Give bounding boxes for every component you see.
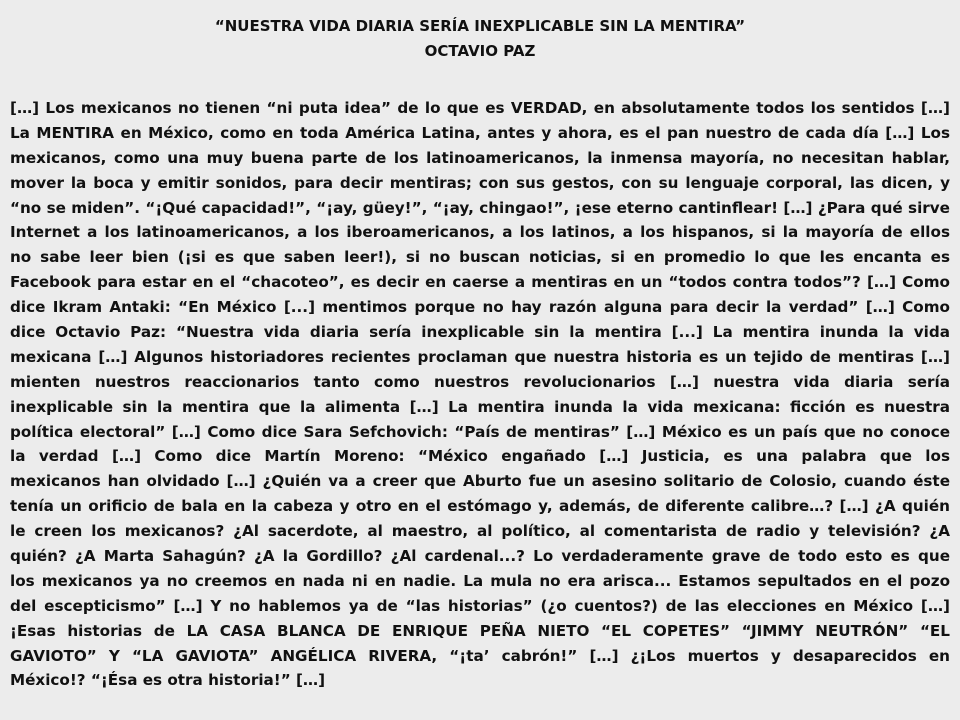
text-line: del escepticismo” […] Y no hablemos ya de “las historias” (¿o cuentos?) de las elecciones en México […] (10, 596, 950, 615)
text-line: “no se miden”. “¡Qué capacidad!”, “¡ay, güey!”, “¡ay, chingao!”, ¡ese eterno cantinflear! […] ¿Para qué sirve (10, 198, 950, 217)
text-line: no sabe leer bien (¡si es que saben leer!), si no buscan noticias, si en promedio lo que les encanta es (10, 248, 950, 267)
text-line: quién? ¿A Marta Sahagún? ¿A la Gordillo? ¿Al cardenal...? Lo verdaderamente grave de todo esto es que (10, 547, 950, 566)
text-line-last: México!? “¡Ésa es otra historia!” […] (10, 671, 326, 690)
page-author: OCTAVIO PAZ (424, 42, 536, 60)
text-line: los mexicanos ya no creemos en nada ni en nadie. La mula no era arisca... Estamos sepultados en el pozo (10, 571, 950, 590)
text-line: le creen los mexicanos? ¿Al sacerdote, al maestro, al político, al comentarista de radio y televisión? ¿A (10, 522, 950, 541)
text-line: mienten nuestros reaccionarios tanto como nuestros revolucionarios […] nuestra vida diaria sería (10, 372, 950, 391)
text-line: Facebook para estar en el “chacoteo”, es decir en caerse a mentiras en un “todos contra todos”? […] Como (10, 273, 950, 292)
text-line: tenía un orificio de bala en la cabeza y otro en el estómago y, además, de diferente calibre…? […] ¿A quién (10, 497, 950, 516)
text-line: GAVIOTO” Y “LA GAVIOTA” ANGÉLICA RIVERA, “¡ta’ cabrón!” […] ¿¡Los muertos y desaparecidos en (10, 646, 950, 665)
text-line: mexicanos, como una muy buena parte de los latinoamericanos, la inmensa mayoría, no necesitan hablar, (10, 148, 950, 167)
text-line: inexplicable sin la mentira que la alimenta […] La mentira inunda la vida mexicana: ficción es nuestra (10, 397, 950, 416)
text-line: […] Los mexicanos no tienen “ni puta idea” de lo que es VERDAD, en absolutamente todos los sentidos […] (10, 99, 950, 117)
text-line: mover la boca y emitir sonidos, para decir mentiras; con sus gestos, con su lenguaje corporal, las dicen, y (10, 173, 950, 192)
text-line: la verdad […] Como dice Martín Moreno: “México engañado […] Justicia, es una palabra que los (10, 447, 950, 466)
text-line: dice Ikram Antaki: “En México [...] mentimos porque no hay razón alguna para decir la verdad” […] Como (10, 298, 950, 317)
text-line: mexicana […] Algunos historiadores recientes proclaman que nuestra historia es un tejido de mentiras […] (10, 347, 950, 366)
text-line: mexicanos han olvidado […] ¿Quién va a creer que Aburto fue un asesino solitario de Colosio, cuando éste (10, 472, 950, 491)
body-paragraph (10, 96, 950, 693)
text-line: La MENTIRA en México, como en toda América Latina, antes y ahora, es el pan nuestro de cada día […] Los (10, 123, 950, 142)
text-line: ¡Esas historias de LA CASA BLANCA DE ENRIQUE PEÑA NIETO “EL COPETES” “JIMMY NEUTRÓN” “EL (10, 621, 950, 640)
text-line: Internet a los latinoamericanos, a los iberoamericanos, a los latinos, a los hispanos, si la mayoría de ellos (10, 223, 950, 242)
text-line: política electoral” […] Como dice Sara Sefchovich: “País de mentiras” […] México es un país que no conoce (10, 422, 950, 441)
page-title: “NUESTRA VIDA DIARIA SERÍA INEXPLICABLE SIN LA MENTIRA” (214, 17, 746, 35)
title-block (0, 14, 960, 64)
text-line: dice Octavio Paz: “Nuestra vida diaria sería inexplicable sin la mentira [...] La mentira inunda la vida (10, 323, 950, 342)
